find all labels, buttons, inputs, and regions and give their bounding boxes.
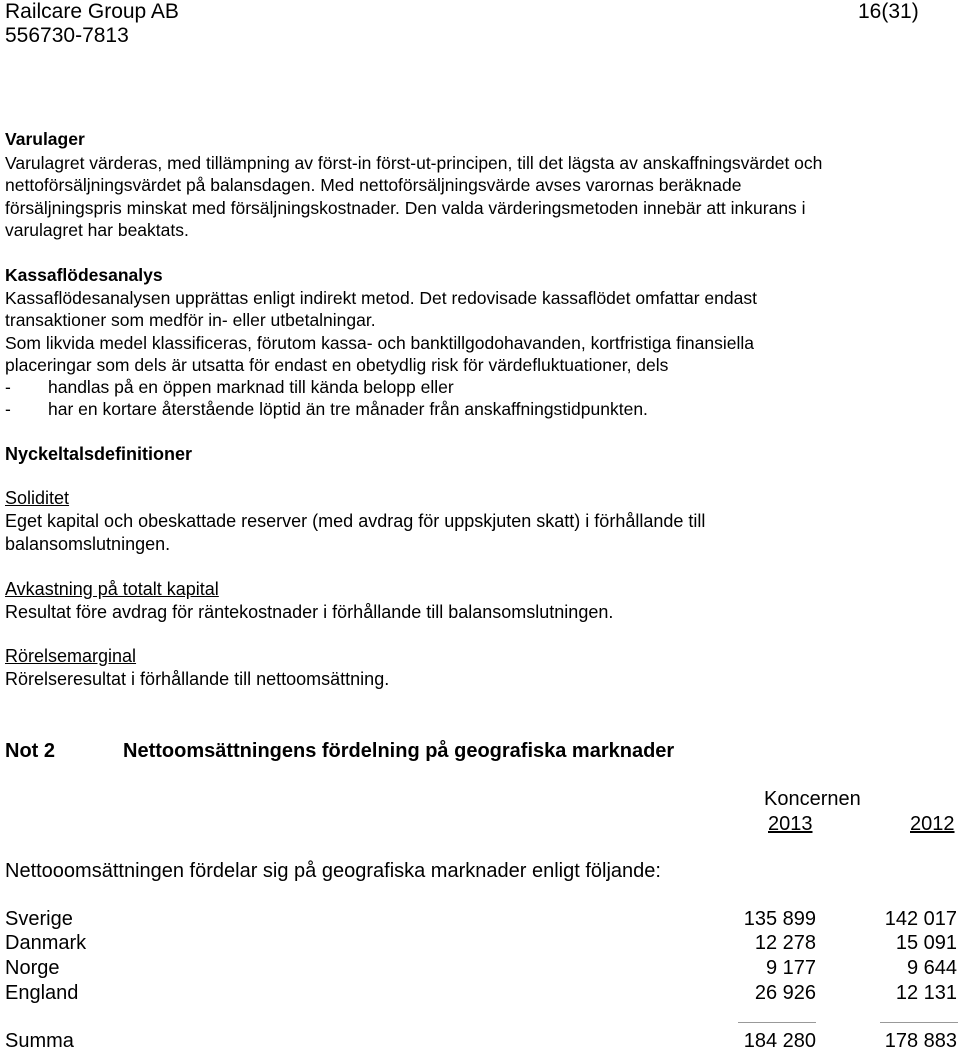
table-cell-2013: 26 926 [754, 982, 816, 1004]
note-intro: Nettooomsättningen fördelar sig på geografiska marknader enligt följande: [5, 860, 661, 882]
table-row-label: Norge [5, 957, 60, 979]
table-row-label: Danmark [5, 932, 87, 954]
sum-rule-2013 [738, 1022, 816, 1023]
table-cell-2012: 9 644 [906, 957, 957, 979]
table-row-label: England [5, 982, 79, 1004]
varulager-line: varulagret har beaktats. [5, 220, 189, 240]
definition-title: Avkastning på totalt kapital [5, 579, 219, 599]
table-cell-2013: 135 899 [743, 908, 816, 930]
kassaflode-line: Som likvida medel klassificeras, förutom kassa- och banktillgodohavanden, kortfristiga finansiella [5, 333, 754, 353]
note-title: Nettoomsättningens fördelning på geografiska marknader [123, 740, 675, 762]
varulager-heading: Varulager [5, 129, 85, 149]
kassaflode-line: transaktioner som medför in- eller utbetalningar. [5, 310, 376, 330]
definition-text: Eget kapital och obeskattade reserver (med avdrag för uppskjuten skatt) i förhållande till [5, 511, 706, 531]
bullet-dash: - [5, 399, 11, 419]
varulager-line: försäljningspris minskat med försäljningskostnader. Den valda värderingsmetoden innebär att inkurans i [5, 198, 806, 218]
definition-text: Resultat före avdrag för räntekostnader i förhållande till balansomslutningen. [5, 602, 614, 622]
table-cell-2012: 12 131 [895, 982, 957, 1004]
year-header-2012: 2012 [910, 813, 955, 835]
definition-text: balansomslutningen. [5, 534, 171, 554]
group-header: Koncernen [764, 788, 861, 810]
sum-2012: 178 883 [884, 1030, 957, 1052]
table-cell-2013: 12 278 [754, 932, 816, 954]
sum-2013: 184 280 [743, 1030, 816, 1052]
varulager-line: Varulagret värderas, med tillämpning av först-in först-ut-principen, till det lägsta av anskaffningsvärdet och [5, 153, 823, 173]
kassaflode-line: Kassaflödesanalysen upprättas enligt indirekt metod. Det redovisade kassaflödet omfattar endast [5, 288, 757, 308]
sum-label: Summa [5, 1030, 74, 1052]
table-row-label: Sverige [5, 908, 73, 930]
varulager-line: nettoförsäljningsvärdet på balansdagen. Med nettoförsäljningsvärde avses varornas beräknade [5, 175, 742, 195]
bullet-text: har en kortare återstående löptid än tre månader från anskaffningstidpunkten. [48, 399, 648, 419]
sum-rule-2012 [880, 1022, 958, 1023]
table-cell-2012: 15 091 [895, 932, 957, 954]
table-cell-2012: 142 017 [884, 908, 957, 930]
definition-title: Soliditet [5, 488, 70, 508]
nyckeltal-heading: Nyckeltalsdefinitioner [5, 444, 193, 464]
org-number: 556730-7813 [5, 24, 129, 47]
year-header-2013: 2013 [768, 813, 813, 835]
bullet-dash: - [5, 377, 11, 397]
definition-title: Rörelsemarginal [5, 646, 137, 666]
bullet-text: handlas på en öppen marknad till kända belopp eller [48, 377, 454, 397]
company-name: Railcare Group AB [5, 0, 179, 23]
note-label: Not 2 [5, 740, 55, 762]
kassaflode-heading: Kassaflödesanalys [5, 265, 163, 285]
page-number: 16(31) [858, 0, 919, 23]
table-cell-2013: 9 177 [765, 957, 816, 979]
kassaflode-line: placeringar som dels är utsatta för endast en obetydlig risk för värdefluktuationer, dels [5, 355, 669, 375]
definition-text: Rörelseresultat i förhållande till nettoomsättning. [5, 669, 390, 689]
